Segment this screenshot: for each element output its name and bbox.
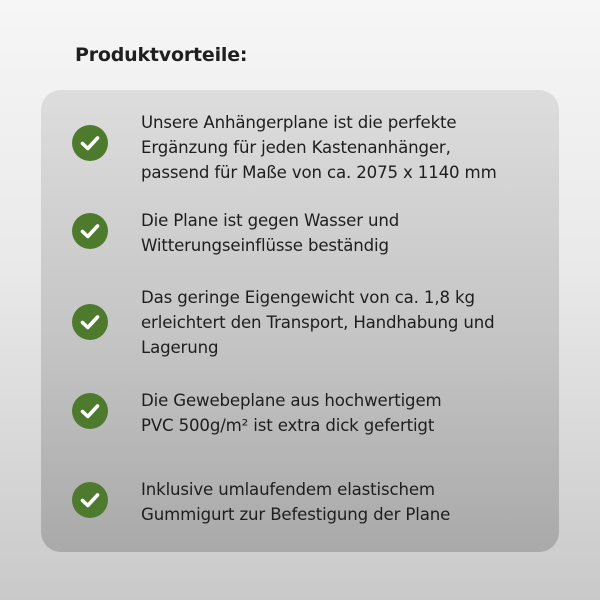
check-circle-icon — [72, 125, 108, 161]
benefit-line: Lagerung — [141, 338, 219, 357]
check-circle-icon — [72, 482, 108, 518]
benefit-text — [141, 388, 551, 438]
check-circle-icon — [72, 393, 108, 429]
benefit-line: Ergänzung für jeden Kastenanhänger, — [141, 138, 451, 157]
benefit-line: passend für Maße von ca. 2075 x 1140 mm — [141, 163, 497, 182]
benefit-line: Unsere Anhängerplane ist die perfekte — [141, 113, 457, 132]
check-circle-icon — [72, 304, 108, 340]
benefit-line: Witterungseinflüsse beständig — [141, 236, 389, 255]
benefits-panel — [41, 90, 559, 552]
benefit-line: Die Gewebeplane aus hochwertigem — [141, 391, 442, 410]
benefit-text — [141, 110, 551, 185]
benefit-text — [141, 285, 551, 360]
page-title: Produktvorteile: — [75, 44, 248, 66]
benefit-line: PVC 500g/m² ist extra dick gefertigt — [141, 416, 435, 435]
benefit-line: Das geringe Eigengewicht von ca. 1,8 kg — [141, 288, 475, 307]
benefit-line: Die Plane ist gegen Wasser und — [141, 211, 400, 230]
benefit-line: Inklusive umlaufendem elastischem — [141, 480, 435, 499]
benefit-line: erleichtert den Transport, Handhabung und — [141, 313, 495, 332]
benefit-text — [141, 477, 551, 527]
check-circle-icon — [72, 213, 108, 249]
benefit-text — [141, 208, 551, 258]
benefit-line: Gummigurt zur Befestigung der Plane — [141, 505, 451, 524]
